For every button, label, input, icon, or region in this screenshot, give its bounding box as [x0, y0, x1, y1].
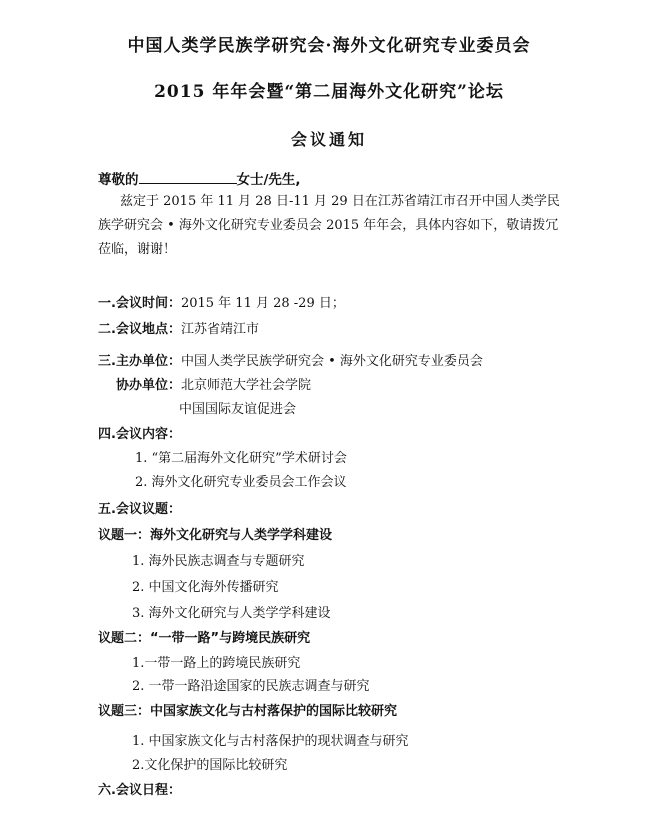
topic-3-label: 议题三：中国家族文化与古村落保护的国际比较研究 [98, 704, 398, 719]
section-place [98, 322, 259, 338]
intro-line-1: 兹定于 2015 年 11 月 28 日-11 月 29 日在江苏省靖江市召开中国人类学民 [120, 194, 560, 209]
section-host [98, 354, 483, 370]
greeting-suffix: 女士/先生, [236, 172, 301, 188]
title-line-2: 2015 年年会暨“第二届海外文化研究”论坛 [154, 82, 504, 102]
topic-1-item-3: 3. 海外文化研究与人类学学科建设 [132, 606, 331, 621]
topic-2-item-2: 2. 一带一路沿途国家的民族志调查与研究 [132, 679, 370, 694]
intro-line-3: 莅临，谢谢！ [98, 242, 177, 257]
section-cohost-value-1: 北京师范大学社会学院 [181, 378, 312, 393]
section-cohost-value-2: 中国国际友谊促进会 [179, 402, 297, 417]
content-item-1: 1. “第二届海外文化研究”学术研讨会 [135, 451, 347, 466]
topic-1-item-1: 1. 海外民族志调查与专题研究 [132, 554, 305, 569]
topic-3-item-2: 2.文化保护的国际比较研究 [132, 758, 288, 773]
topic-2-label: 议题二：“一带一路”与跨境民族研究 [98, 631, 311, 646]
greeting [98, 171, 301, 189]
intro-line-2: 族学研究会 • 海外文化研究专业委员会 2015 年年会，具体内容如下，敬请拨冗 [98, 218, 559, 233]
section-host-value: 中国人类学民族学研究会 • 海外文化研究专业委员会 [180, 354, 483, 369]
greeting-prefix: 尊敬的 [98, 172, 139, 188]
notice-heading: 会议通知 [290, 130, 367, 149]
topic-2-item-1: 1.一带一路上的跨境民族研究 [132, 656, 301, 671]
section-cohost-label: 协办单位： [116, 378, 182, 393]
topic-3-item-1: 1. 中国家族文化与古村落保护的现状调查与研究 [132, 734, 409, 749]
topic-1-item-2: 2. 中国文化海外传播研究 [132, 580, 279, 595]
section-time-value: 2015 年 11 月 28 -29 日； [180, 296, 345, 311]
section-place-label: 二.会议地点： [98, 322, 181, 337]
content-item-2: 2. 海外文化研究专业委员会工作会议 [135, 475, 347, 490]
section-time-label: 一.会议时间： [98, 296, 181, 311]
section-cohost [116, 378, 311, 394]
title-line-1: 中国人类学民族学研究会·海外文化研究专业委员会 [127, 36, 531, 56]
section-schedule-label: 六.会议日程： [98, 783, 181, 798]
section-place-value: 江苏省靖江市 [180, 322, 259, 337]
topic-1-label: 议题一：海外文化研究与人类学学科建设 [98, 528, 333, 543]
section-time [98, 296, 345, 312]
section-topics-label: 五.会议议题： [98, 502, 181, 517]
section-host-label: 三.主办单位： [98, 354, 181, 369]
section-content-label: 四.会议内容： [98, 427, 181, 442]
name-blank [139, 171, 237, 184]
